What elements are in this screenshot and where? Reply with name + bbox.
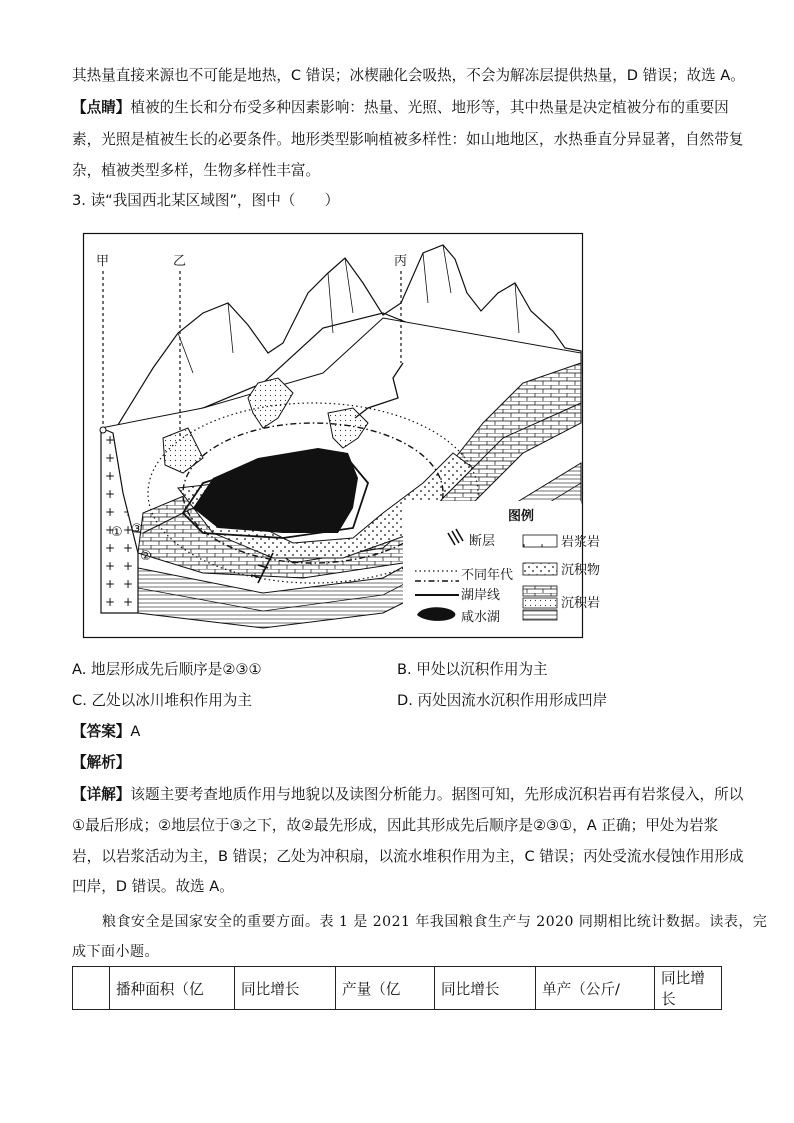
region-block-diagram (83, 233, 601, 638)
detail-line-4: 凹岸，D 错误。故选 A。 (72, 878, 234, 895)
detail-line-3: 岩，以岩浆活动为主，B 错误；乙处为冲积扇，以流水堆积作用为主，C 错误；丙处受流水侵蚀作用形成 (72, 848, 744, 865)
rock-swatch-brick-icon (523, 586, 557, 596)
legend (403, 501, 600, 633)
option-d: D. 丙处因流水沉积作用形成凹岸 (397, 692, 608, 709)
sediment-swatch-icon (523, 563, 557, 575)
legend-shore: 湖岸线 (461, 588, 501, 603)
table-header-cell: 同比增长 (235, 967, 336, 1010)
analysis-tag: 【解析】 (72, 754, 131, 771)
intro-line-2: 成下面小题。 (72, 944, 159, 960)
label-jia: 甲 (96, 254, 110, 269)
question-stem: 3. 读“我国西北某区域图”，图中（ ） (72, 192, 340, 209)
table-header-cell: 单产（公斤/ (536, 967, 655, 1010)
text-line-2: 素，光照是植被生长的必要条件。地形类型影响植被多样性：如山地地区，水热垂直分异显著，自然带复 (72, 131, 744, 148)
legend-title: 图例 (508, 509, 535, 524)
magma-swatch-icon (523, 535, 557, 547)
table-header-cell: 同比增长 (435, 967, 536, 1010)
option-c: C. 乙处以冰川堆积作用为主 (72, 692, 253, 709)
detail-tag: 【详解】 (72, 786, 131, 803)
legend-magma: 岩浆岩 (561, 535, 601, 550)
intro-line-1: 粮食安全是国家安全的重要方面。表 1 是 2021 年我国粮食生产与 2020 同期相比统计数据。读表，完 (102, 914, 768, 930)
legend-rock: 沉积岩 (561, 596, 601, 611)
label-bing: 丙 (394, 254, 408, 269)
answer-tag: 【答案】 (72, 723, 131, 740)
detail-line-1 (72, 785, 743, 805)
option-a: A. 地层形成先后顺序是②③① (72, 661, 262, 678)
rock-swatch-dots-icon (523, 598, 557, 608)
label-yi: 乙 (173, 254, 187, 269)
legend-lake: 咸水湖 (461, 610, 501, 625)
option-b: B. 甲处以沉积作用为主 (397, 661, 548, 678)
answer-value: A (130, 723, 141, 740)
rock-swatch-lines-icon (523, 610, 557, 620)
table-header-cell: 播种面积（亿 (110, 967, 235, 1010)
legend-fault: 断层 (469, 534, 496, 549)
detail-text-1: 该题主要考查地质作用与地貌以及读图分析能力。据图可知，先形成沉积岩再有岩浆侵入，所以 (130, 786, 744, 803)
dianjing-paragraph (72, 98, 729, 118)
label-n3: ③ (131, 522, 143, 537)
legend-age: 不同年代 (461, 568, 514, 583)
dianjing-tag: 【点睛】 (72, 99, 131, 116)
text-line-3: 杂，植被类型多样，生物多样性丰富。 (72, 162, 321, 179)
table-header-cell: 产量（亿 (336, 967, 435, 1010)
detail-line-2: ①最后形成；②地层位于③之下，故②最先形成，因此其形成先后顺序是②③①，A 正确；甲处为岩浆 (72, 817, 719, 834)
legend-sediment: 沉积物 (561, 563, 601, 578)
answer-line (72, 722, 140, 742)
stats-table (72, 966, 722, 1010)
table-row (73, 967, 722, 1010)
table-header-cell (73, 967, 110, 1010)
dianjing-text: 植被的生长和分布受多种因素影响：热量、光照、地形等，其中热量是决定植被分布的重要因 (130, 99, 729, 116)
text-line-1: 其热量直接来源也不可能是地热，C 错误；冰楔融化会吸热，不会为解冻层提供热量，D 错误；故选 A。 (72, 67, 745, 84)
label-n2: ② (140, 549, 152, 564)
label-n1: ① (111, 525, 123, 540)
table-header-cell: 同比增长 (655, 967, 722, 1010)
